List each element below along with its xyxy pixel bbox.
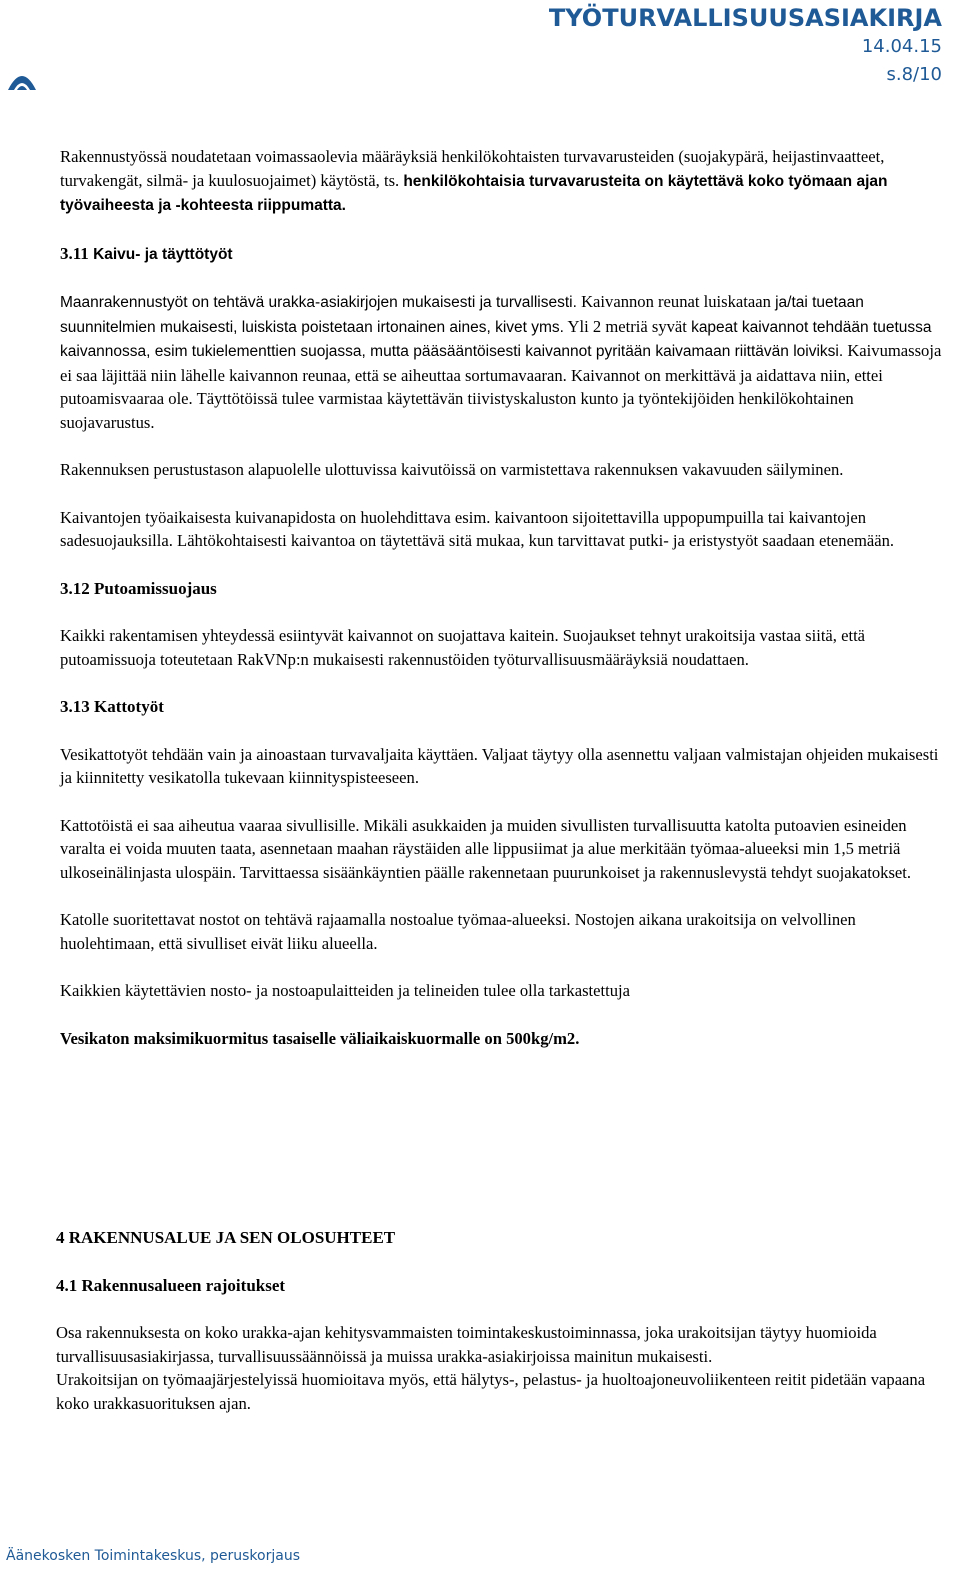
paragraph-fall-protection: Kaikki rakentamisen yhteydessä esiintyvät kaivannot on suojattava kaitein. Suojaukset tehnyt urakoitsija vastaa siitä, että putoamissuoja toteutetaan RakVNp:n mukaisesti rakennustöiden työturvallisuusmääräyksiä noudattaen. <box>60 626 866 669</box>
excavation-text-4: Yli 2 metriä syvät <box>567 316 687 336</box>
excavation-text-7: Täyttötöissä tulee varmistaa käytettävän tiivistyskaluston kunto ja työntekijöiden henkilökohtainen suojavarustus. <box>60 389 854 432</box>
paragraph-lifting-equipment: Kaikkien käytettävien nosto- ja nostoapulaitteiden ja telineiden tulee olla tarkastettuja <box>60 981 630 1000</box>
excavation-text-1: Maanrakennustyöt on tehtävä urakka-asiakirjojen mukaisesti ja turvallisesti. <box>60 294 577 311</box>
paragraph-roof-load: Vesikaton maksimikuormitus tasaiselle väliaikaiskuormalle on 500kg/m2. <box>60 1028 580 1048</box>
excavation-text-2: Kaivannon reunat luiskataan <box>581 292 771 311</box>
heading-4-1: 4.1 Rakennusalueen rajoitukset <box>56 1275 286 1295</box>
excavation-text-6: Kaivumassoja ei saa läjittää niin lähelle kaivannon reunaa, että se aiheuttaa sortumavaaran. Kaivannot on merkittävä ja aidattava niin, ettei putoamisvaaraa ole. <box>60 341 942 408</box>
section-4 <box>56 1226 946 1415</box>
paragraph-foundation: Rakennuksen perustustason alapuolelle ulottuvissa kaivutöissä on varmistettava rakennuksen vakavuuden säilyminen. <box>60 460 844 479</box>
heading-4: 4 RAKENNUSALUE JA SEN OLOSUHTEET <box>56 1228 396 1247</box>
ppe-text: Rakennustyössä noudatetaan voimassaolevia määräyksiä henkilökohtaisten turvavarusteiden (suojakypärä, heijastinvaatteet, turvakengät, silmä- ja kuulosuojaimet) käytöstä, ts. <box>60 147 885 190</box>
heading-3-12: 3.12 Putoamissuojaus <box>60 578 217 598</box>
document-date: 14.04.15 <box>861 36 942 57</box>
paragraph-roof-lifting: Katolle suoritettavat nostot on tehtävä rajaamalla nostoalue työmaa-alueeksi. Nostojen aikana urakoitsija on velvollinen huolehtimaan, että sivulliset eivät liiku alueella. <box>60 910 856 953</box>
excavation-text-5: kapeat kaivannot tehdään tuetussa kaivannossa, esim tukielementtien suojassa, mutta pääsääntöisesti kaivannot pyritään kaivamaan riittävän loiviksi. <box>60 318 932 360</box>
document-title: TYÖTURVALLISUUSASIAKIRJA <box>548 4 942 32</box>
paragraph-excavation <box>60 290 945 434</box>
paragraph-roof-harness: Vesikattotyöt tehdään vain ja ainoastaan turvavaljaita käyttäen. Valjaat täytyy olla asennettu valjaan valmistajan ohjeiden mukaisesti ja kiinnitetty vesikatolla tukevaan kiinnityspisteeseen. <box>60 744 939 787</box>
arch-logo-icon <box>6 68 38 90</box>
heading-3-11-text: Kaivu- ja täyttötyöt <box>93 245 233 263</box>
paragraph-restrictions: Osa rakennuksesta on koko urakka-ajan kehitysvammaisten toimintakeskustoiminnassa, joka urakoitsijan täytyy huomioida turvallisuusasiakirjassa, turvallisuussäännöissä ja muissa urakka-asiakirjoissa mainitun mukaisesti. <box>56 1323 877 1366</box>
excavation-text-3: ja/tai tuetaan suunnitelmien mukaisesti, luiskista poistetaan irtonainen aines, kivet yms. <box>60 294 864 336</box>
page-number: s.8/10 <box>886 64 942 85</box>
heading-3-11-number: 3.11 <box>60 243 89 263</box>
paragraph-ppe <box>60 145 945 218</box>
ppe-bold-text: henkilökohtaisia turvavarusteita on käytettävä koko työmaan ajan työvaiheesta ja -kohteesta riippumatta. <box>60 172 888 214</box>
document-body <box>60 145 945 1050</box>
footer-project-name: Äänekosken Toimintakeskus, peruskorjaus <box>6 1548 300 1564</box>
heading-3-13: 3.13 Kattotyöt <box>60 697 164 716</box>
heading-3-11 <box>60 242 945 267</box>
paragraph-emergency-routes: Urakoitsijan on työmaajärjestelyissä huomioitava myös, että hälytys-, pelastus- ja huoltoajoneuvoliikenteen reitit pidetään vapaana koko urakkasuorituksen ajan. <box>56 1370 926 1413</box>
paragraph-drainage: Kaivantojen työaikaisesta kuivanapidosta on huolehdittava esim. kaivantoon sijoitettavilla uppopumpuilla tai kaivantojen sadesuojauksilla. Lähtökohtaisesti kaivantoa on täytettävä sitä mukaa, kun tarvittavat putki- ja eristystyöt saadaan etenemään. <box>60 507 895 550</box>
paragraph-roof-safety: Kattotöistä ei saa aiheutua vaaraa sivullisille. Mikäli asukkaiden ja muiden sivullisten turvallisuutta katolta putoavien esineiden varalta ei voida muuten taata, asennetaan maahan räystäiden alle lippusiimat ja alue merkitään työmaa-alueeksi min 1,5 metriä ulkoseinälinjasta ulospäin. Tarvittaessa sisäänkäyntien päälle rakennetaan puurunkoiset ja rakennuslevystä tehdyt suojakatokset. <box>60 815 912 882</box>
